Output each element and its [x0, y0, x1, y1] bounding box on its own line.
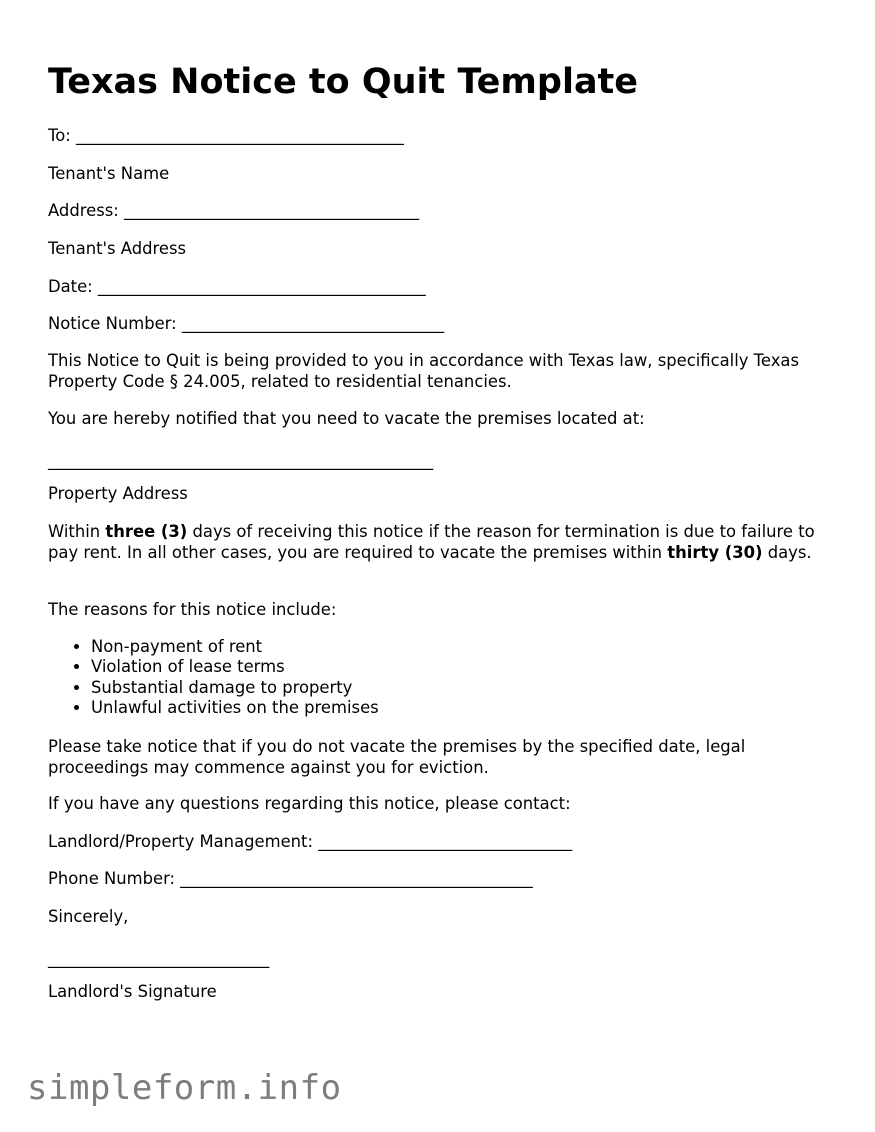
document-title: Texas Notice to Quit Template [48, 62, 639, 102]
list-item: • Violation of lease terms [91, 657, 379, 677]
deadline-text-3: days. [762, 542, 812, 562]
reasons-intro: The reasons for this notice include: [48, 600, 337, 619]
tenant-address-label: Tenant's Address [48, 239, 187, 258]
date-field: Date: ________________________________________ [48, 277, 426, 296]
intro-paragraph: This Notice to Quit is being provided to you in accordance with Texas law, specifically Texas Property Code § 24.005, related to residential tenancies. [48, 351, 799, 391]
deadline-paragraph [48, 522, 848, 563]
deadline-text-2: days of receiving this notice if the reason for termination is due to failure to pay rent. In all other cases, you are required to vacate the premises within [48, 522, 815, 562]
contact-intro: If you have any questions regarding this notice, please contact: [48, 794, 571, 813]
list-item: • Unlawful activities on the premises [91, 698, 379, 718]
property-address-label: Property Address [48, 484, 188, 503]
closing-text: Sincerely, [48, 907, 129, 926]
legal-warning-paragraph: Please take notice that if you do not vacate the premises by the specified date, legal proceedings may commence against you for eviction. [48, 737, 746, 777]
landlord-management-field: Landlord/Property Management: _______________________________ [48, 832, 573, 851]
to-field: To: ________________________________________ [48, 126, 404, 145]
list-item: • Non-payment of rent [91, 637, 379, 657]
notice-number-field: Notice Number: ________________________________ [48, 314, 445, 333]
property-address-blank: _______________________________________________ [48, 451, 434, 470]
tenant-name-label: Tenant's Name [48, 164, 170, 183]
deadline-text-1: Within [48, 522, 106, 541]
address-field: Address: ____________________________________ [48, 201, 420, 220]
list-item: • Substantial damage to property [91, 678, 379, 698]
watermark: simpleform.info [27, 1068, 342, 1108]
reasons-list [48, 637, 379, 719]
vacate-notice: You are hereby notified that you need to vacate the premises located at: [48, 409, 645, 428]
phone-number-field: Phone Number: ___________________________________________ [48, 869, 533, 888]
deadline-three-days: three (3) [105, 522, 188, 541]
signature-blank: ___________________________ [48, 949, 270, 968]
signature-label: Landlord's Signature [48, 982, 217, 1001]
deadline-thirty-days: thirty (30) [667, 542, 763, 562]
